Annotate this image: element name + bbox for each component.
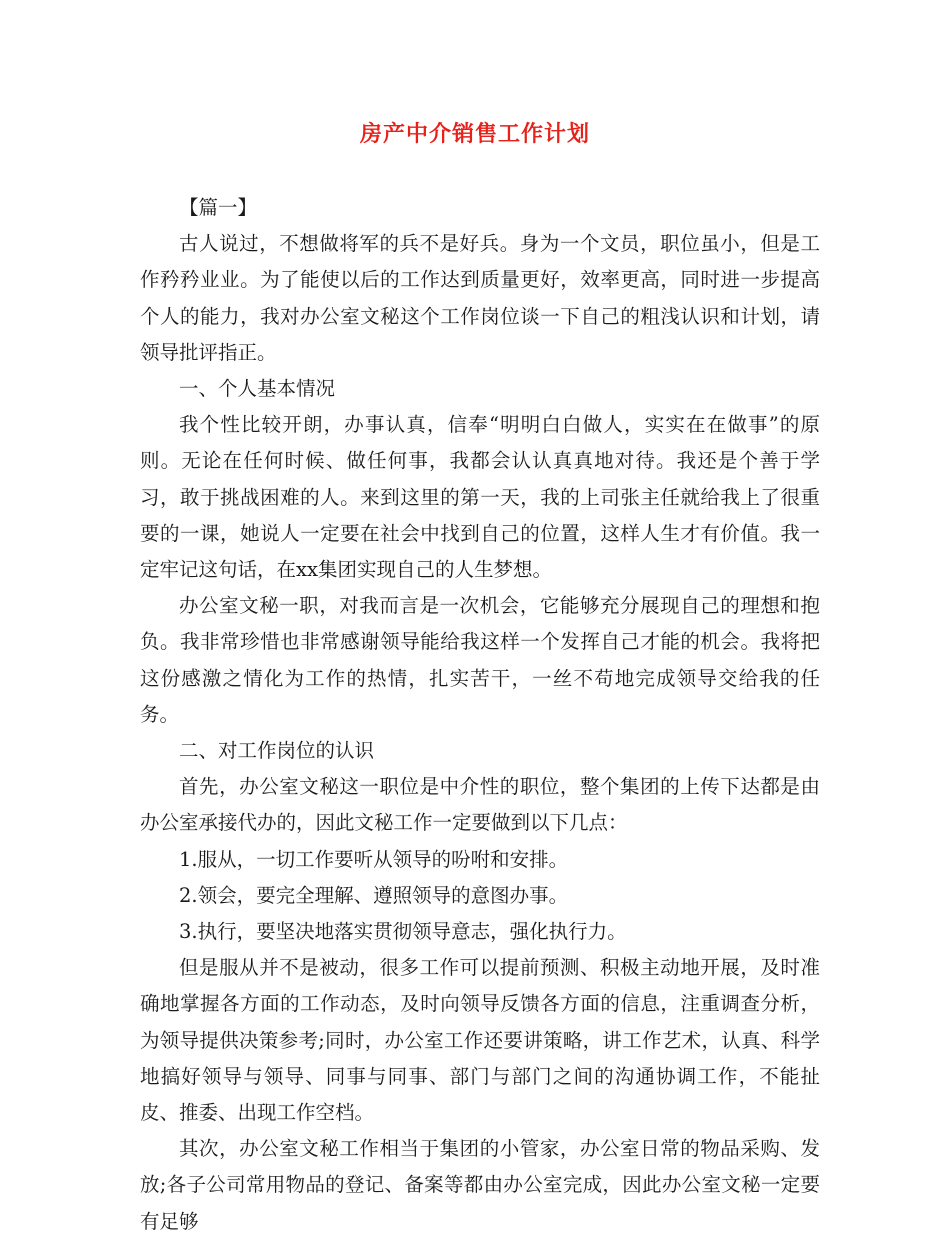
paragraph-intro: 古人说过，不想做将军的兵不是好兵。身为一个文员，职位虽小，但是工作矜矜业业。为了能使以后的工作达到质量更好，效率更高，同时进一步提高个人的能力，我对办公室文秘这个工作岗位谈一下自己的粗浅认识和计划，请领导批评指正。 xyxy=(140,232,820,364)
paragraph-opportunity: 办公室文秘一职，对我而言是一次机会，它能够充分展现自己的理想和抱负。我非常珍惜也非常感谢领导能给我这样一个发挥自己才能的机会。我将把这份感激之情化为工作的热情，扎实苦干，一丝不苟地完成领导交给我的任务。 xyxy=(140,594,820,726)
paragraph-first-point: 首先，办公室文秘这一职位是中介性的职位，整个集团的上传下达都是由办公室承接代办的，因此文秘工作一定要做到以下几点： xyxy=(140,775,820,835)
list-item-obey: 1.服从，一切工作要听从领导的吩咐和安排。 xyxy=(179,847,569,871)
list-item-execute: 3.执行，要坚决地落实贯彻领导意志，强化执行力。 xyxy=(179,920,627,944)
section-label-part-one: 【篇一】 xyxy=(179,196,258,219)
list-item-understand: 2.领会，要完全理解、遵照领导的意图办事。 xyxy=(179,883,569,907)
heading-personal-info: 一、个人基本情况 xyxy=(179,377,336,401)
heading-job-understanding: 二、对工作岗位的认识 xyxy=(179,739,375,763)
paragraph-second-point: 其次，办公室文秘工作相当于集团的小管家，办公室日常的物品采购、发放;各子公司常用物品的登记、备案等都由办公室完成，因此办公室文秘一定要有足够 xyxy=(140,1137,820,1233)
paragraph-personal-info: 我个性比较开朗，办事认真，信奉“明明白白做人，实实在在做事”的原则。无论在任何时候、做任何事，我都会认认真真地对待。我还是个善于学习，敢于挑战困难的人。来到这里的第一天，我的上司张主任就给我上了很重要的一课，她说人一定要在社会中找到自己的位置，这样人生才有价值。我一定牢记这句话，在xx集团实现自己的人生梦想。 xyxy=(140,413,820,582)
document-body xyxy=(140,190,820,1240)
paragraph-proactive: 但是服从并不是被动，很多工作可以提前预测、积极主动地开展，及时准确地掌握各方面的工作动态，及时向领导反馈各方面的信息，注重调查分析，为领导提供决策参考;同时，办公室工作还要讲策略，讲工作艺术，认真、科学地搞好领导与领导、同事与同事、部门与部门之间的沟通协调工作，不能扯皮、推委、出现工作空档。 xyxy=(140,956,820,1125)
document-title: 房产中介销售工作计划 xyxy=(359,121,590,147)
